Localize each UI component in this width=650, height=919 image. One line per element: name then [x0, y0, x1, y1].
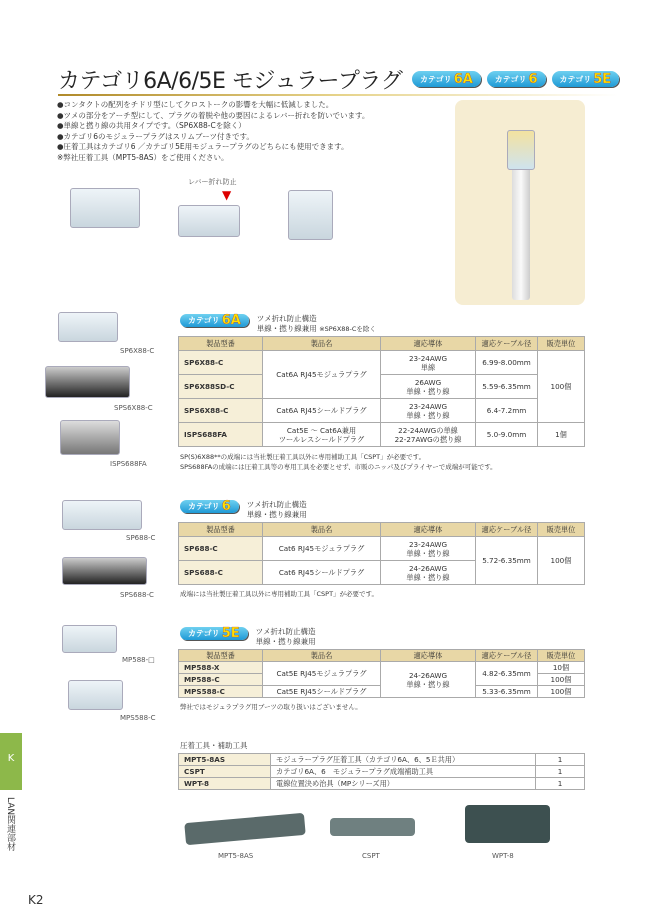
product-name: Cat5E RJ45シールドプラグ	[263, 686, 381, 698]
image-caption: ISPS688FA	[110, 460, 147, 468]
cable-diameter: 6.4-7.2mm	[476, 399, 538, 423]
callout-label: レバー折れ防止	[188, 178, 237, 186]
section-tab[interactable]: K	[0, 733, 22, 790]
cable-diameter: 4.82-6.35mm	[476, 662, 538, 686]
part-number: MPT5-8AS	[179, 754, 271, 766]
section-desc: 単線・撚り線兼用	[246, 510, 307, 519]
col-header: 販売単位	[538, 523, 585, 537]
conductor: 23-24AWG 単線・撚り線	[381, 537, 476, 561]
badge-cat: 6A	[453, 71, 473, 87]
feature-item: ●ツメの部分をアーチ型にして、プラグの着脱や他の要因によるレバー折れを防いでいます。	[57, 110, 370, 120]
badge-prefix: カテゴリ	[494, 74, 527, 84]
cable-diameter: 5.33-6.35mm	[476, 686, 538, 698]
section-header-cat6: カテゴリ 6 ツメ折れ防止構造 単線・撚り線兼用	[180, 500, 307, 520]
image-caption: SPS688-C	[120, 591, 154, 599]
note: SPS688FAの成端には圧着工具等の専用工具を必要とせず、市販のニッパ及びプライヤーで成端が可能です。	[180, 463, 497, 471]
conductor: 24-26AWG 単線・撚り線	[381, 662, 476, 698]
cable-diameter: 5.59-6.35mm	[476, 375, 538, 399]
quantity: 1	[536, 754, 585, 766]
image-caption: SP6X88-C	[120, 347, 155, 355]
section-desc: ツメ折れ防止構造	[255, 627, 316, 636]
feature-list	[57, 100, 369, 163]
product-name: Cat5E RJ45モジュラプラグ	[263, 662, 381, 686]
image-caption: CSPT	[362, 852, 380, 860]
part-number: MP588-C	[179, 674, 263, 686]
cat6a-table	[178, 336, 585, 447]
sales-unit: 100個	[538, 686, 585, 698]
tool-desc: モジュラープラグ圧着工具（カテゴリ6A、6、5Ｅ共用）	[271, 754, 536, 766]
arrow-down-icon: ▼	[222, 188, 232, 202]
product-image	[62, 625, 117, 653]
product-image	[60, 420, 120, 455]
part-number: MP588-X	[179, 662, 263, 674]
section-desc: 単線・撚り線兼用	[256, 324, 317, 333]
conductor: 26AWG 単線・撚り線	[381, 375, 476, 399]
conductor: 22-24AWGの単線 22-27AWGの撚り線	[381, 423, 476, 447]
section-header-cat5e: カテゴリ 5E ツメ折れ防止構造 単線・撚り線兼用	[180, 627, 316, 647]
quantity: 1	[536, 778, 585, 790]
col-header: 製品型番	[179, 523, 263, 537]
feature-note: ※弊社圧着工具（MPT5-8AS）をご使用ください。	[57, 152, 229, 162]
cable-diameter: 5.0-9.0mm	[476, 423, 538, 447]
col-header: 製品名	[263, 650, 381, 662]
note: 成端には当社製圧着工具以外に専用補助工具「CSPT」が必要です。	[180, 590, 379, 598]
part-number: SPS688-C	[179, 561, 263, 585]
product-name: Cat6A RJ45シールドプラグ	[263, 399, 381, 423]
badge-cat6	[487, 71, 546, 87]
col-header: 販売単位	[538, 650, 585, 662]
title-rule	[58, 94, 618, 96]
table-row	[179, 351, 585, 375]
feature-item: ●コンタクトの配列をチドリ型にしてクロストークの影響を大幅に低減しました。	[57, 100, 334, 109]
product-image	[62, 557, 147, 585]
tool-desc: カテゴリ6A、6 モジュラープラグ成端補助工具	[271, 766, 536, 778]
col-header: 販売単位	[538, 337, 585, 351]
table-row	[179, 399, 585, 423]
section-label: LAN関連部材	[5, 797, 15, 852]
badge-prefix: カテゴリ	[559, 74, 592, 84]
product-name: Cat6 RJ45シールドプラグ	[263, 561, 381, 585]
col-header: 適応導体	[381, 337, 476, 351]
conductor: 23-24AWG 単線	[381, 351, 476, 375]
tool-image	[465, 805, 550, 843]
table-row	[179, 778, 585, 790]
sales-unit: 100個	[538, 537, 585, 585]
badge-cat6a	[412, 71, 481, 87]
part-number: ISPS688FA	[179, 423, 263, 447]
plug-image-back	[288, 190, 333, 240]
section-note: ※SP6X88-Cを除く	[319, 325, 376, 333]
col-header: 製品名	[263, 523, 381, 537]
image-caption: SP688-C	[126, 534, 156, 542]
feature-item: ●カテゴリ6のモジュラープラグはスリムブーツ付きです。	[57, 131, 254, 141]
conductor: 24-26AWG 単線・撚り線	[381, 561, 476, 585]
page-number: K2	[28, 893, 44, 907]
part-number: SP688-C	[179, 537, 263, 561]
cat6-table	[178, 522, 585, 585]
col-header: 適応導体	[381, 523, 476, 537]
section-desc: ツメ折れ防止構造	[246, 500, 307, 509]
badge-cat: 5E	[221, 625, 240, 641]
part-number: MPS588-C	[179, 686, 263, 698]
product-name: Cat6 RJ45モジュラプラグ	[263, 537, 381, 561]
tool-image	[184, 813, 305, 845]
sales-unit: 10個	[538, 662, 585, 674]
tool-desc: 電線位置決め治具（MPシリーズ用）	[271, 778, 536, 790]
conductor: 23-24AWG 単線・撚り線	[381, 399, 476, 423]
section-header-cat6a: カテゴリ 6A ツメ折れ防止構造 単線・撚り線兼用 ※SP6X88-Cを除く	[180, 314, 376, 334]
section-desc: ツメ折れ防止構造	[256, 314, 317, 323]
plug-photo	[507, 130, 535, 170]
page-title: カテゴリ6A/6/5E モジュラープラグ	[58, 69, 403, 94]
col-header: 適応ケーブル径	[476, 650, 538, 662]
plug-image-side	[178, 205, 240, 237]
sales-unit: 1個	[538, 423, 585, 447]
part-number: CSPT	[179, 766, 271, 778]
table-row	[179, 375, 585, 399]
badge-cat5e	[552, 71, 620, 87]
table-notes	[180, 452, 497, 472]
part-number: WPT-8	[179, 778, 271, 790]
plug-image-front	[70, 188, 140, 228]
badge-cat: 6	[528, 71, 538, 87]
product-image	[45, 366, 130, 398]
table-row	[179, 754, 585, 766]
product-image	[68, 680, 123, 710]
product-name: Cat6A RJ45モジュラプラグ	[263, 351, 381, 399]
image-caption: SPS6X88-C	[114, 404, 153, 412]
product-name: Cat5E ～ Cat6A兼用 ツールレスシールドプラグ	[263, 423, 381, 447]
sales-unit: 100個	[538, 674, 585, 686]
image-caption: WPT-8	[492, 852, 514, 860]
table-row	[179, 662, 585, 674]
tool-image	[330, 818, 415, 836]
image-caption: MPT5-8AS	[218, 852, 254, 860]
badge-cat: 6A	[221, 312, 241, 328]
part-number: SPS6X88-C	[179, 399, 263, 423]
quantity: 1	[536, 766, 585, 778]
cable-diameter: 5.72-6.35mm	[476, 537, 538, 585]
note: SP(S)6X88**の成端には当社製圧着工具以外に専用補助工具「CSPT」が必要です。	[180, 453, 426, 461]
badge-cat: 6	[221, 498, 231, 514]
badge-prefix: カテゴリ	[420, 74, 452, 84]
col-header: 適応ケーブル径	[476, 523, 538, 537]
section-desc: 単線・撚り線兼用	[255, 637, 316, 646]
part-number: SP6X88-C	[179, 351, 263, 375]
col-header: 適応導体	[381, 650, 476, 662]
col-header: 適応ケーブル径	[476, 337, 538, 351]
cat5e-table	[178, 649, 585, 698]
col-header: 製品名	[263, 337, 381, 351]
tools-title: 圧着工具・補助工具	[180, 741, 248, 750]
product-image	[58, 312, 118, 342]
image-caption: MPS588-C	[120, 714, 156, 722]
feature-item: ●圧着工具はカテゴリ6 ／カテゴリ5E用モジュラープラグのどちらにも使用できます。	[57, 142, 349, 151]
sales-unit: 100個	[538, 351, 585, 423]
table-row	[179, 537, 585, 561]
product-image	[62, 500, 142, 530]
table-row	[179, 423, 585, 447]
part-number: SP6X88SD-C	[179, 375, 263, 399]
col-header: 製品型番	[179, 337, 263, 351]
tools-table	[178, 753, 585, 790]
image-caption: MP588-□	[122, 656, 155, 664]
col-header: 製品型番	[179, 650, 263, 662]
feature-item: ●単線と撚り線の共用タイプです。（SP6X88-Cを除く）	[57, 121, 246, 130]
table-row	[179, 766, 585, 778]
cable-diameter: 6.99-8.00mm	[476, 351, 538, 375]
category-badges	[412, 71, 619, 87]
note: 弊社ではモジュラプラグ用ブーツの取り扱いはございません。	[180, 703, 362, 711]
badge-cat: 5E	[593, 71, 612, 87]
